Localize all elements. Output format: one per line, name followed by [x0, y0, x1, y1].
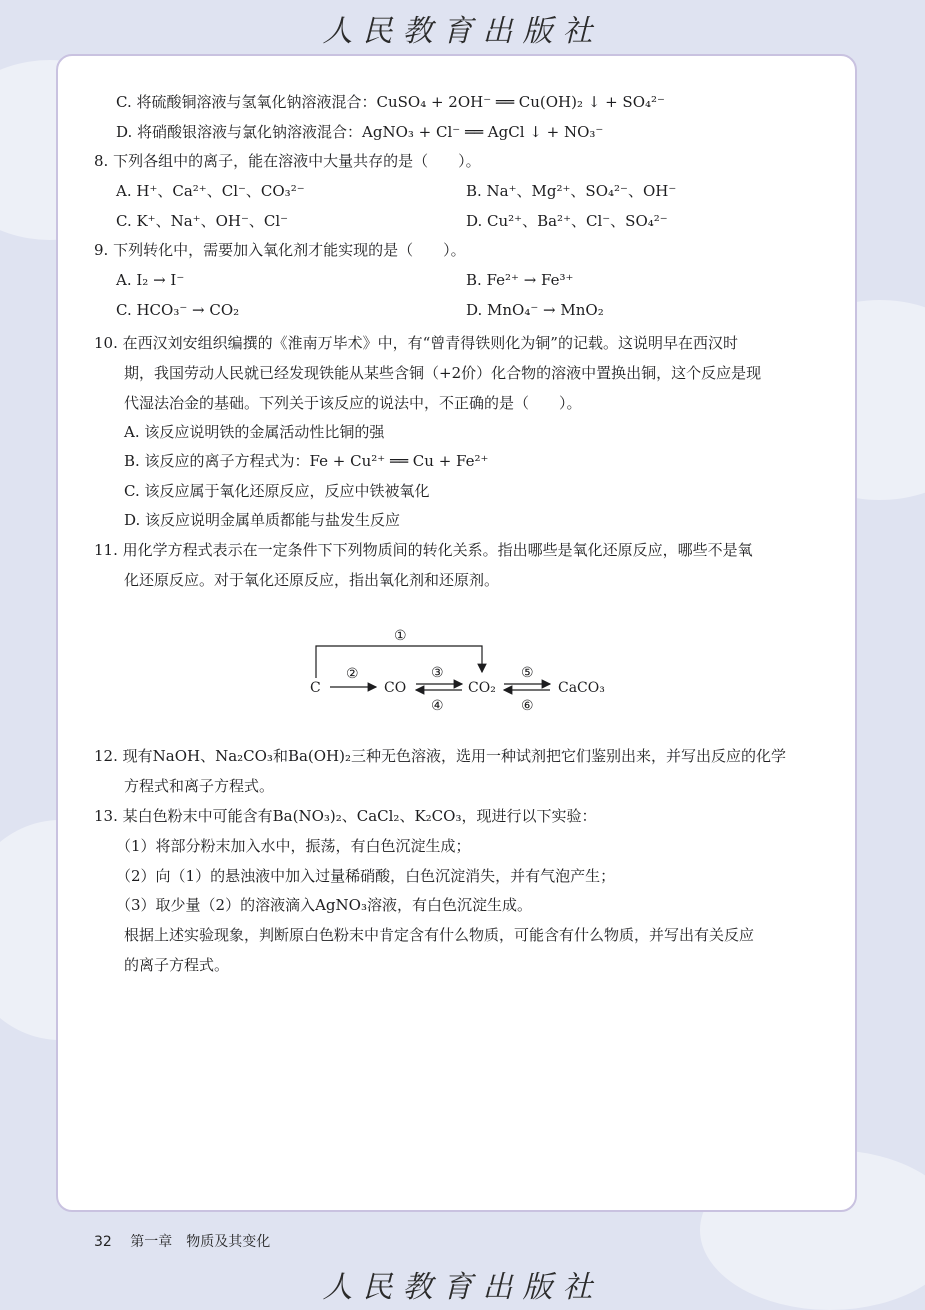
q13-step-3: （3）取少量（2）的溶液滴入AgNO₃溶液，有白色沉淀生成。	[116, 896, 532, 914]
q9-option-a: A. I₂ → I⁻	[116, 271, 185, 289]
q12-line-1: 12. 现有NaOH、Na₂CO₃和Ba(OH)₂三种无色溶液，选用一种试剂把它们鉴别出来，并写出反应的化学	[94, 747, 787, 765]
q10-option-d: D. 该反应说明金属单质都能与盐发生反应	[124, 511, 401, 529]
label-4: ④	[431, 698, 444, 714]
q9-option-c: C. HCO₃⁻ → CO₂	[116, 301, 240, 319]
publisher-watermark-bottom: 人民教育出版社	[322, 1270, 603, 1305]
reaction-1-arrow	[316, 646, 482, 678]
q10-line-3: 代湿法冶金的基础。下列关于该反应的说法中，不正确的是（ ）。	[124, 394, 582, 412]
label-5: ⑤	[521, 665, 534, 681]
q9-option-b: B. Fe²⁺ → Fe³⁺	[466, 271, 574, 289]
q10-line-2: 期，我国劳动人民就已经发现铁能从某些含铜（+2价）化合物的溶液中置换出铜，这个反应是现	[124, 364, 762, 382]
conversion-diagram	[300, 620, 620, 720]
page-number: 32	[94, 1234, 112, 1250]
label-6: ⑥	[521, 698, 534, 714]
q8-option-b: B. Na⁺、Mg²⁺、SO₄²⁻、OH⁻	[466, 182, 677, 200]
q10-option-a: A. 该反应说明铁的金属活动性比铜的强	[124, 423, 385, 441]
q8-option-c: C. K⁺、Na⁺、OH⁻、Cl⁻	[116, 212, 289, 230]
label-3: ③	[431, 665, 444, 681]
species-co2: CO₂	[468, 680, 496, 696]
label-2: ②	[346, 666, 359, 682]
q13-line-1: 13. 某白色粉末中可能含有Ba(NO₃)₂、CaCl₂、K₂CO₃，现进行以下实验：	[94, 807, 597, 825]
q13-line-2: 根据上述实验现象，判断原白色粉末中肯定含有什么物质，可能含有什么物质，并写出有关反应	[124, 926, 755, 944]
species-co: CO	[384, 680, 407, 696]
label-1: ①	[394, 628, 407, 644]
q10-option-b: B. 该反应的离子方程式为：Fe + Cu²⁺ ══ Cu + Fe²⁺	[124, 452, 489, 470]
q8-option-a: A. H⁺、Ca²⁺、Cl⁻、CO₃²⁻	[116, 182, 305, 200]
q9-option-d: D. MnO₄⁻ → MnO₂	[466, 301, 604, 319]
q7-option-d: D. 将硝酸银溶液与氯化钠溶液混合：AgNO₃ + Cl⁻ ══ AgCl ↓ + NO₃⁻	[116, 123, 604, 141]
q8-stem: 8. 下列各组中的离子，能在溶液中大量共存的是（ ）。	[94, 152, 481, 170]
species-caco3: CaCO₃	[558, 680, 605, 696]
species-c: C	[310, 680, 321, 696]
q11-line-1: 11. 用化学方程式表示在一定条件下下列物质间的转化关系。指出哪些是氧化还原反应，哪些不是氧	[94, 541, 753, 559]
q13-line-3: 的离子方程式。	[124, 956, 230, 974]
publisher-watermark-top: 人民教育出版社	[322, 14, 603, 49]
q12-line-2: 方程式和离子方程式。	[124, 777, 275, 795]
q13-step-2: （2）向（1）的悬浊液中加入过量稀硝酸，白色沉淀消失，并有气泡产生；	[116, 867, 616, 885]
page-footer	[94, 1231, 270, 1251]
q11-line-2: 化还原反应。对于氧化还原反应，指出氧化剂和还原剂。	[124, 571, 500, 589]
q8-option-d: D. Cu²⁺、Ba²⁺、Cl⁻、SO₄²⁻	[466, 212, 668, 230]
chapter-title: 第一章 物质及其变化	[130, 1234, 271, 1250]
q13-step-1: （1）将部分粉末加入水中，振荡，有白色沉淀生成；	[116, 837, 471, 855]
q9-stem: 9. 下列转化中，需要加入氧化剂才能实现的是（ ）。	[94, 241, 466, 259]
q10-option-c: C. 该反应属于氧化还原反应，反应中铁被氧化	[124, 482, 430, 500]
q10-line-1: 10. 在西汉刘安组织编撰的《淮南万毕术》中，有“曾青得铁则化为铜”的记载。这说明早在西汉时	[94, 334, 738, 352]
q7-option-c: C. 将硫酸铜溶液与氢氧化钠溶液混合：CuSO₄ + 2OH⁻ ══ Cu(OH)₂ ↓ + SO₄²⁻	[116, 93, 665, 111]
